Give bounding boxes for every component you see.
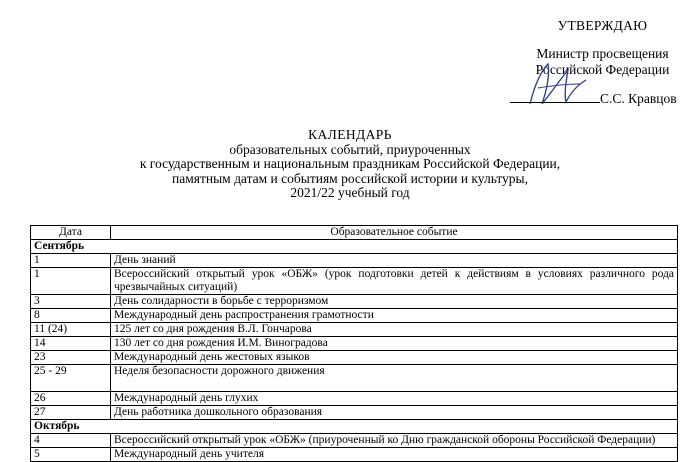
date-cell: 25 - 29 xyxy=(31,365,111,392)
date-cell: 5 xyxy=(31,448,111,462)
month-label: Октябрь xyxy=(31,420,678,434)
table-row xyxy=(31,337,678,351)
month-row-september xyxy=(31,240,678,254)
title-line-1: образовательных событий, приуроченных xyxy=(229,141,471,157)
signature-underline xyxy=(510,90,600,103)
event-cell: Международный день распространения грамотности xyxy=(111,309,678,323)
table-row xyxy=(31,323,678,337)
event-cell: День знаний xyxy=(111,254,678,268)
date-cell: 1 xyxy=(31,268,111,295)
event-cell: Всероссийский открытый урок «ОБЖ» (приуроченный ко Дню гражданской обороны Российской Федерации) xyxy=(111,434,678,448)
document-title-block xyxy=(0,128,700,201)
header-event: Образовательное событие xyxy=(111,226,678,240)
event-cell: Международный день жестовых языков xyxy=(111,351,678,365)
table-row xyxy=(31,392,678,406)
table-row xyxy=(31,448,678,462)
table-header-row xyxy=(31,226,678,240)
approval-position-line1: Министр просвещения xyxy=(536,46,669,61)
table-row xyxy=(31,254,678,268)
table-row xyxy=(31,351,678,365)
date-cell: 4 xyxy=(31,434,111,448)
date-cell: 11 (24) xyxy=(31,323,111,337)
table-row xyxy=(31,268,678,295)
event-cell: День работника дошкольного образования xyxy=(111,406,678,420)
event-cell: 125 лет со дня рождения В.Л. Гончарова xyxy=(111,323,678,337)
date-cell: 26 xyxy=(31,392,111,406)
approval-heading: УТВЕРЖДАЮ xyxy=(557,18,648,33)
event-cell: День солидарности в борьбе с терроризмом xyxy=(111,295,678,309)
date-cell: 23 xyxy=(31,351,111,365)
month-row-october xyxy=(31,420,678,434)
date-cell: 27 xyxy=(31,406,111,420)
date-cell: 14 xyxy=(31,337,111,351)
date-cell: 3 xyxy=(31,295,111,309)
event-cell: Неделя безопасности дорожного движения xyxy=(111,365,678,392)
title-line-2: к государственным и национальным праздникам Российской Федерации, xyxy=(139,156,561,171)
title-line-3: памятным датам и событиям российской истории и культуры, xyxy=(171,170,529,186)
month-label: Сентябрь xyxy=(31,240,678,254)
signature-line xyxy=(510,90,677,107)
event-cell: 130 лет со дня рождения И.М. Виноградова xyxy=(111,337,678,351)
date-cell: 1 xyxy=(31,254,111,268)
signatory-name: С.С. Кравцов xyxy=(600,91,677,106)
header-date: Дата xyxy=(31,226,111,240)
event-cell: Международный день учителя xyxy=(111,448,678,462)
document-title: КАЛЕНДАРЬ xyxy=(308,127,392,142)
date-cell: 8 xyxy=(31,309,111,323)
approval-position-line2: Российской Федерации xyxy=(535,62,670,77)
table-row xyxy=(31,434,678,448)
table-row xyxy=(31,295,678,309)
calendar-table xyxy=(30,225,678,462)
table-row xyxy=(31,406,678,420)
table-row xyxy=(31,365,678,392)
title-line-4: 2021/22 учебный год xyxy=(290,185,410,200)
event-cell: Всероссийский открытый урок «ОБЖ» (урок подготовки детей к действиям в условиях различного рода чрезвычайных ситуаций) xyxy=(111,268,678,295)
table-row xyxy=(31,309,678,323)
event-cell: Международный день глухих xyxy=(111,392,678,406)
